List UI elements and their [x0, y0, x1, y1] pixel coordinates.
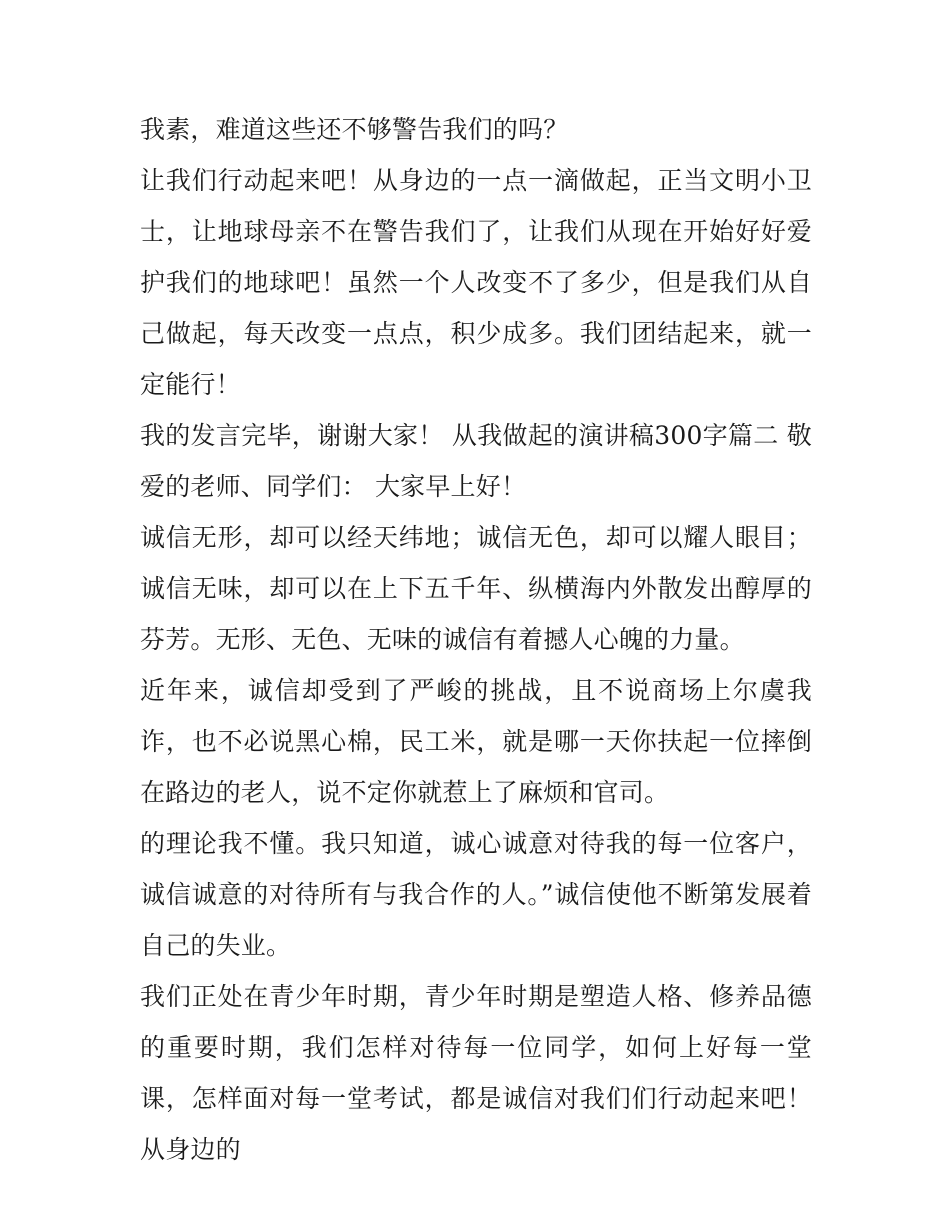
- paragraph-5: 近年来，诚信却受到了严峻的挑战，且不说商场上尔虞我诈，也不必说黑心棉，民工米，就是哪一天你扶起一位摔倒在路边的老人，说不定你就惹上了麻烦和官司。: [140, 676, 812, 807]
- document-body: [140, 104, 812, 1175]
- paragraph-2: 让我们行动起来吧！从身边的一点一滴做起，正当文明小卫士，让地球母亲不在警告我们了，让我们从现在开始好好爱护我们的地球吧！虽然一个人改变不了多少，但是我们从自己做起，每天改变一点点，积少成多。我们团结起来，就一定能行！: [140, 166, 812, 399]
- paragraph-6: 的理论我不懂。我只知道，诚心诚意对待我的每一位客户，诚信诚意的对待所有与我合作的人。”诚信使他不断第发展着自己的失业。: [140, 829, 812, 960]
- paragraph-1: 我素，难道这些还不够警告我们的吗？: [140, 115, 569, 144]
- paragraph-4: 诚信无形，却可以经天纬地；诚信无色，却可以耀人眼目；诚信无味，却可以在上下五千年、纵横海内外散发出醇厚的芬芳。无形、无色、无味的诚信有着撼人心魄的力量。: [140, 523, 812, 654]
- paragraph-7: 我们正处在青少年时期，青少年时期是塑造人格、修养品德的重要时期，我们怎样对待每一位同学，如何上好每一堂课，怎样面对每一堂考试，都是诚信对我们们行动起来吧！从身边的: [140, 982, 812, 1164]
- paragraph-3: 我的发言完毕，谢谢大家！ 从我做起的演讲稿300字篇二 敬爱的老师、同学们： 大家早上好！: [140, 421, 812, 501]
